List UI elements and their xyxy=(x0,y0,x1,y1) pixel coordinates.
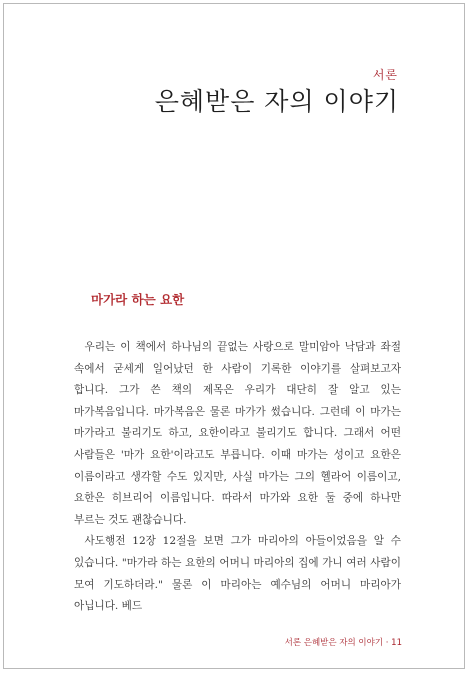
running-title: 서론 은혜받은 자의 이야기 xyxy=(284,638,384,648)
paragraph: 사도행전 12장 12절을 보면 그가 마리아의 아들이었음을 알 수 있습니다. "마가라 하는 요한의 어머니 마리아의 집에 가니 여러 사람이 모여 기도하더라." 물론 이 마리아는 예수님의 어머니 마리아가 아닙니다. 베드 xyxy=(74,535,401,613)
chapter-label: 서론 xyxy=(372,68,398,82)
section-heading: 마가라 하는 요한 xyxy=(91,292,185,307)
running-footer xyxy=(285,636,402,648)
page-number: 11 xyxy=(391,638,402,648)
paragraph: 우리는 이 책에서 하나님의 끝없는 사랑으로 말미암아 낙담과 좌절 속에서 굳세게 일어났던 한 사람이 기록한 이야기를 살펴보고자 합니다. 그가 쓴 책의 제목은 우리가 대단히 잘 알고 있는 마가복음입니다. 마가복음은 물론 마가가 썼습니다. 그런데 이 마가는 마가라고 불리기도 하고, 요한이라고 불리기도 합니다. 그래서 어떤 사람들은 '마가 요한'이라고도 부릅니다. 이때 마가는 성이고 요한은 이름이라고 생각할 수도 있지만, 사실 마가는 그의 헬라어 이름이고, 요한은 히브리어 이름입니다. 따라서 마가와 요한 둘 중에 하나만 부르는 것도 괜찮습니다. xyxy=(74,341,401,526)
footer-separator: · xyxy=(385,638,389,648)
body-text xyxy=(74,337,401,618)
chapter-title: 은혜받은 자의 이야기 xyxy=(154,87,399,116)
